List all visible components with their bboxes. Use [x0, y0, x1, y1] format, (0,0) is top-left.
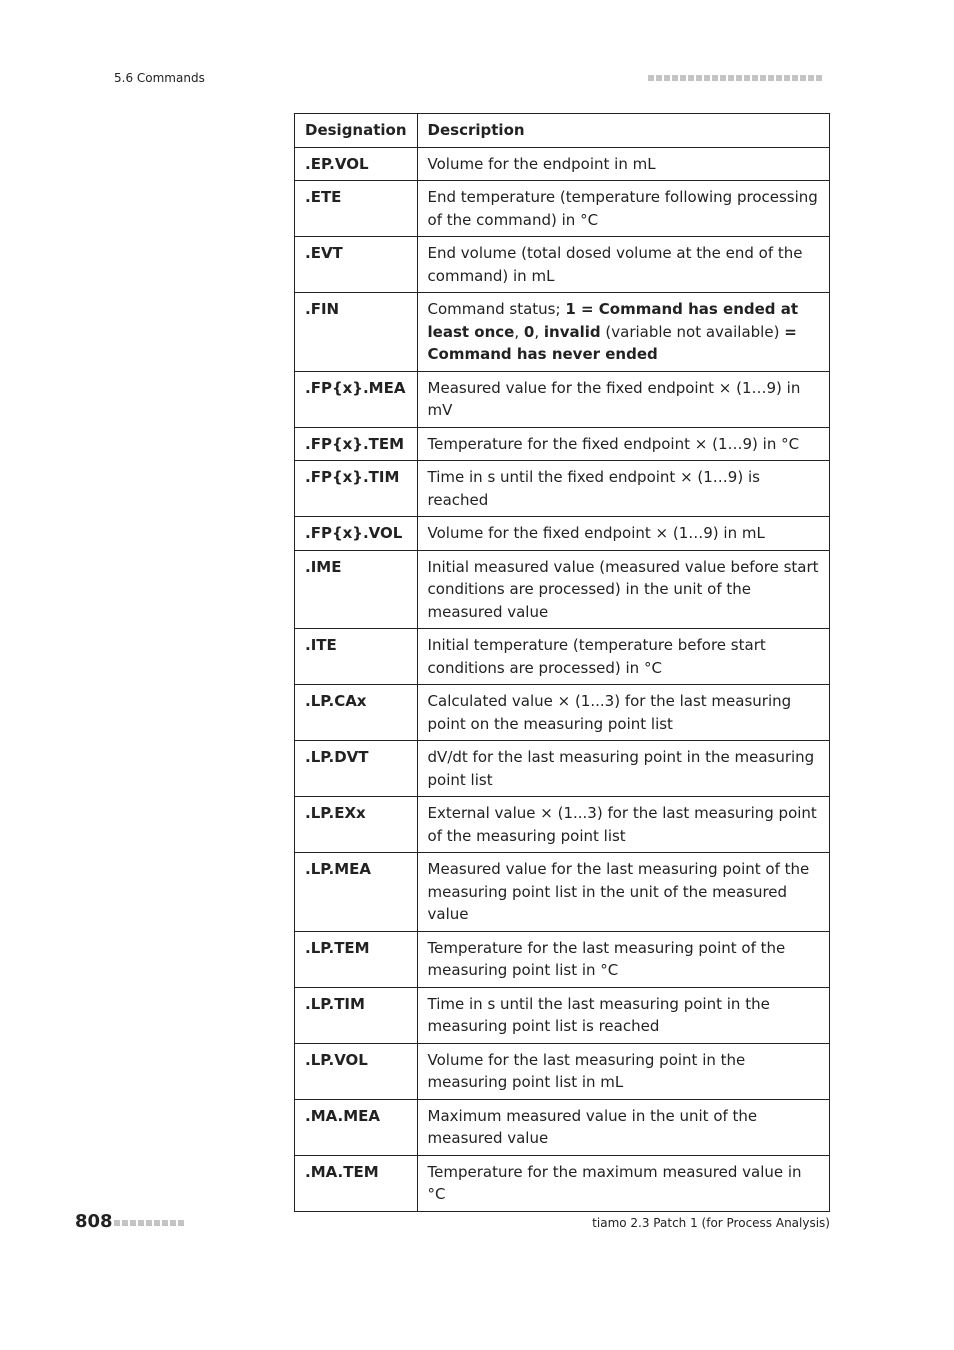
- table-row: [295, 147, 830, 181]
- header-decoration-dots: [648, 75, 822, 81]
- designation-cell: .FP{x}.TIM: [295, 461, 418, 517]
- description-text: Measured value for the fixed endpoint × (1…9) in mV: [427, 378, 801, 419]
- decoration-dot: [138, 1220, 144, 1226]
- designation-cell: .LP.TEM: [295, 931, 418, 987]
- description-cell: [417, 461, 829, 517]
- table-row: [295, 181, 830, 237]
- footer-decoration-dots: [114, 1220, 184, 1226]
- decoration-dot: [130, 1220, 136, 1226]
- description-text: ,: [514, 322, 524, 341]
- decoration-dot: [704, 75, 710, 81]
- decoration-dot: [728, 75, 734, 81]
- decoration-dot: [792, 75, 798, 81]
- table-row: [295, 293, 830, 372]
- decoration-dot: [720, 75, 726, 81]
- description-cell: [417, 797, 829, 853]
- description-cell: [417, 741, 829, 797]
- table-row: [295, 371, 830, 427]
- description-text: Calculated value × (1...3) for the last measuring point on the measuring point list: [427, 692, 792, 733]
- designation-cell: .MA.MEA: [295, 1099, 418, 1155]
- description-text: Time in s until the fixed endpoint × (1…9) is reached: [427, 468, 760, 509]
- designation-cell: .EP.VOL: [295, 147, 418, 181]
- description-cell: [417, 1155, 829, 1211]
- description-bold-text: = Command has never ended: [427, 322, 797, 363]
- decoration-dot: [114, 1220, 120, 1226]
- designation-cell: .FP{x}.MEA: [295, 371, 418, 427]
- designation-cell: .MA.TEM: [295, 1155, 418, 1211]
- description-text: End temperature (temperature following processing of the command) in °C: [427, 188, 818, 229]
- table-row: [295, 685, 830, 741]
- decoration-dot: [736, 75, 742, 81]
- decoration-dot: [752, 75, 758, 81]
- designation-cell: .LP.CAx: [295, 685, 418, 741]
- description-text: Temperature for the fixed endpoint × (1…9) in °C: [427, 434, 800, 453]
- decoration-dot: [656, 75, 662, 81]
- decoration-dot: [648, 75, 654, 81]
- page-number: 808: [75, 1211, 113, 1232]
- description-text: Initial temperature (temperature before start conditions are processed) in °C: [427, 636, 766, 677]
- decoration-dot: [800, 75, 806, 81]
- description-bold-text: 1 = Command has ended at least once: [427, 300, 799, 341]
- description-cell: [417, 181, 829, 237]
- description-text: Command status;: [427, 300, 566, 318]
- description-cell: [417, 987, 829, 1043]
- running-header-section: 5.6 Commands: [114, 71, 205, 85]
- description-text: Volume for the endpoint in mL: [427, 154, 656, 173]
- table-row: [295, 550, 830, 629]
- description-cell: [417, 517, 829, 551]
- description-cell: [417, 931, 829, 987]
- designation-cell: .ETE: [295, 181, 418, 237]
- table-row: [295, 1099, 830, 1155]
- description-cell: [417, 147, 829, 181]
- description-cell: [417, 1043, 829, 1099]
- description-text: dV/dt for the last measuring point in the measuring point list: [427, 748, 815, 789]
- description-cell: [417, 1099, 829, 1155]
- footer-document-title: tiamo 2.3 Patch 1 (for Process Analysis): [592, 1216, 830, 1230]
- decoration-dot: [816, 75, 822, 81]
- description-cell: [417, 293, 829, 372]
- decoration-dot: [744, 75, 750, 81]
- description-text: Volume for the fixed endpoint × (1…9) in mL: [427, 524, 765, 542]
- description-text: ,: [534, 322, 544, 341]
- table-row: [295, 797, 830, 853]
- decoration-dot: [808, 75, 814, 81]
- designation-cell: .LP.DVT: [295, 741, 418, 797]
- description-cell: [417, 629, 829, 685]
- column-header-designation: Designation: [295, 114, 418, 148]
- description-text: Time in s until the last measuring point in the measuring point list is reached: [427, 994, 770, 1035]
- table-row: [295, 461, 830, 517]
- description-cell: [417, 371, 829, 427]
- description-text: Temperature for the maximum measured value in °C: [427, 1162, 802, 1203]
- decoration-dot: [154, 1220, 160, 1226]
- decoration-dot: [672, 75, 678, 81]
- designation-cell: .LP.EXx: [295, 797, 418, 853]
- table-row: [295, 629, 830, 685]
- decoration-dot: [162, 1220, 168, 1226]
- description-text: Volume for the last measuring point in the measuring point list in mL: [427, 1050, 746, 1091]
- description-cell: [417, 550, 829, 629]
- description-text: Initial measured value (measured value before start conditions are processed) in the unit of the measured value: [427, 557, 819, 621]
- decoration-dot: [178, 1220, 184, 1226]
- designation-cell: .LP.VOL: [295, 1043, 418, 1099]
- decoration-dot: [776, 75, 782, 81]
- description-text: End volume (total dosed volume at the end of the command) in mL: [427, 244, 803, 285]
- decoration-dot: [760, 75, 766, 81]
- description-text: Measured value for the last measuring point of the measuring point list in the unit of the measured value: [427, 860, 810, 923]
- description-text: Maximum measured value in the unit of the measured value: [427, 1106, 758, 1147]
- decoration-dot: [122, 1220, 128, 1226]
- decoration-dot: [712, 75, 718, 81]
- decoration-dot: [768, 75, 774, 81]
- description-bold-text: invalid: [543, 322, 601, 341]
- decoration-dot: [784, 75, 790, 81]
- designation-cell: .FIN: [295, 293, 418, 372]
- designation-cell: .FP{x}.VOL: [295, 517, 418, 551]
- table-row: [295, 987, 830, 1043]
- decoration-dot: [664, 75, 670, 81]
- decoration-dot: [170, 1220, 176, 1226]
- description-cell: [417, 237, 829, 293]
- designation-table: [294, 113, 830, 1212]
- table-row: [295, 1155, 830, 1211]
- description-cell: [417, 427, 829, 461]
- table-row: [295, 741, 830, 797]
- description-text: External value × (1...3) for the last measuring point of the measuring point list: [427, 804, 817, 845]
- table-row: [295, 931, 830, 987]
- decoration-dot: [696, 75, 702, 81]
- decoration-dot: [146, 1220, 152, 1226]
- description-text: (variable not available): [600, 322, 785, 341]
- decoration-dot: [680, 75, 686, 81]
- description-cell: [417, 853, 829, 932]
- description-text: Temperature for the last measuring point of the measuring point list in °C: [427, 938, 786, 979]
- table-row: [295, 853, 830, 932]
- table-row: [295, 427, 830, 461]
- designation-cell: .LP.MEA: [295, 853, 418, 932]
- designation-cell: .FP{x}.TEM: [295, 427, 418, 461]
- designation-cell: .LP.TIM: [295, 987, 418, 1043]
- table-row: [295, 1043, 830, 1099]
- description-cell: [417, 685, 829, 741]
- table-row: [295, 517, 830, 551]
- description-bold-text: 0: [523, 322, 535, 341]
- table-row: [295, 237, 830, 293]
- table-body: [295, 147, 830, 1211]
- table-header-row: [295, 114, 830, 148]
- designation-cell: .EVT: [295, 237, 418, 293]
- designation-cell: .ITE: [295, 629, 418, 685]
- decoration-dot: [688, 75, 694, 81]
- designation-cell: .IME: [295, 550, 418, 629]
- column-header-description: Description: [417, 114, 829, 148]
